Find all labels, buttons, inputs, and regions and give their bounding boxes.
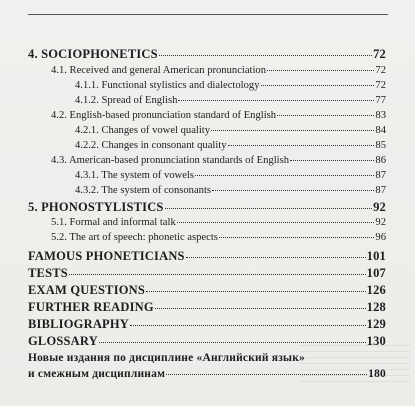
toc-entry-page: 85 [375, 140, 386, 151]
toc-entry-page: 126 [366, 283, 386, 297]
toc-leader-dots [165, 208, 373, 209]
toc-entry-4-3-2 [75, 185, 386, 196]
toc-entry-page: 77 [375, 95, 386, 106]
toc-entry-title: 4. SOCIOPHONETICS [28, 47, 158, 61]
toc-leader-dots [212, 190, 374, 191]
toc-entry-title: 4.1. Received and general American pronunciation [51, 65, 267, 76]
toc-entry-page: 72 [375, 65, 386, 76]
toc-entry-title: 5. PHONOSTYLISTICS [28, 200, 164, 214]
toc-leader-dots [159, 55, 372, 56]
toc-entry-title: 5.2. The art of speech: phonetic aspects [51, 232, 218, 243]
toc-leader-dots [99, 342, 366, 343]
toc-leader-dots [155, 308, 366, 309]
toc-entry-title: GLOSSARY [28, 334, 98, 348]
toc-entry-title: FAMOUS PHONETICIANS [28, 249, 185, 263]
toc-entry-page: 84 [375, 125, 386, 136]
toc-leader-dots [178, 100, 374, 101]
toc-entry-title: 4.2. English-based pronunciation standard of English [51, 110, 277, 121]
toc-entry-title: EXAM QUESTIONS [28, 283, 146, 297]
toc-entry-title: 4.2.2. Changes in consonant quality [75, 140, 227, 151]
toc-leader-dots [166, 374, 367, 375]
toc-leader-dots [267, 70, 374, 71]
toc-entry-title: 4.3.1. The system of vowels [75, 170, 194, 181]
toc-entry-further-reading [28, 300, 386, 315]
toc-entry-4-3 [51, 155, 386, 166]
toc-entry-4-2-1 [75, 125, 386, 136]
toc-entry-page: 107 [366, 266, 386, 280]
toc-leader-dots [211, 130, 374, 131]
toc-leader-dots [195, 175, 374, 176]
toc-leader-dots [130, 325, 366, 326]
toc-entry-page: 72 [373, 47, 386, 61]
toc-entry-page: 86 [375, 155, 386, 166]
toc-leader-dots [146, 291, 366, 292]
toc-entry-5-2 [51, 232, 386, 243]
toc-entry-exam-questions [28, 283, 386, 298]
toc-leader-dots [69, 274, 366, 275]
toc-entry-page: 130 [366, 334, 386, 348]
toc-entry-page: 87 [375, 185, 386, 196]
toc-entry-new-editions-line2 [28, 368, 386, 380]
toc-entry-glossary [28, 334, 386, 349]
toc-entry-page: 128 [366, 300, 386, 314]
toc-entry-4-1-1 [75, 80, 386, 91]
toc-leader-dots [177, 222, 375, 223]
toc-leader-dots [228, 145, 375, 146]
toc-entry-5-1 [51, 217, 386, 228]
toc-entry-title: BIBLIOGRAPHY [28, 317, 130, 331]
toc-entry-title: 4.3.2. The system of consonants [75, 185, 212, 196]
toc-entry-phonostylistics [28, 200, 386, 215]
toc-entry-4-2 [51, 110, 386, 121]
toc-leader-dots [219, 237, 375, 238]
toc-entry-4-3-1 [75, 170, 386, 181]
toc-leader-dots [261, 85, 375, 86]
toc-entry-page: 96 [375, 232, 386, 243]
toc-entry-title: 4.3. American-based pronunciation standards of English [51, 155, 290, 166]
toc-entry-page: 92 [375, 217, 386, 228]
toc-entry-page: 101 [366, 249, 386, 263]
toc-entry-new-editions-line1 [28, 352, 386, 364]
toc-entry-sociophonetics [28, 47, 386, 62]
toc-entry-page: 87 [375, 170, 386, 181]
toc-leader-dots [290, 160, 374, 161]
toc-entry-4-1 [51, 65, 386, 76]
toc-entry-title: 4.1.2. Spread of English [75, 95, 178, 106]
toc-entry-page: 180 [368, 368, 386, 380]
toc-entry-title: 4.2.1. Changes of vowel quality [75, 125, 211, 136]
toc-entry-title: TESTS [28, 266, 68, 280]
toc-entry-title: FURTHER READING [28, 300, 154, 314]
toc-entry-page: 72 [375, 80, 386, 91]
toc-entry-4-1-2 [75, 95, 386, 106]
toc-leader-dots [277, 115, 374, 116]
toc-entry-4-2-2 [75, 140, 386, 151]
toc-entry-bibliography [28, 317, 386, 332]
toc-entry-title: 4.1.1. Functional stylistics and dialectology [75, 80, 260, 91]
toc-entry-title: 5.1. Formal and informal talk [51, 217, 176, 228]
toc-entry-famous-phoneticians [28, 249, 386, 264]
toc-entry-page: 83 [375, 110, 386, 121]
toc-entry-tests [28, 266, 386, 281]
toc-entry-title: и смежным дисциплинам [28, 368, 166, 380]
toc-leader-dots [186, 257, 366, 258]
toc-entry-page: 92 [373, 200, 386, 214]
toc-entry-page: 129 [366, 317, 386, 331]
toc-entry-title: Новые издания по дисциплине «Английский язык» [28, 352, 305, 364]
